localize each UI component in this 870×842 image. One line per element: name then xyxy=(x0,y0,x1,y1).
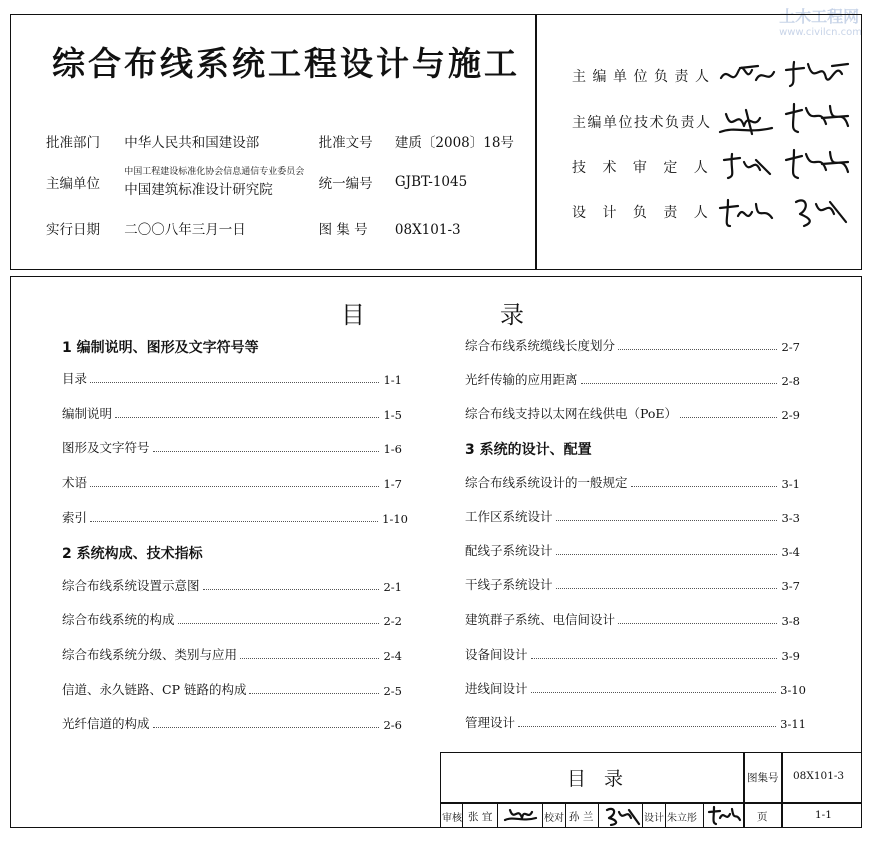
toc-entry-page: 2-7 xyxy=(781,340,800,354)
approval-doc: 建质〔2008〕18号 xyxy=(394,135,514,151)
toc-entry-title: 综合布线系统设置示意图 xyxy=(62,578,200,593)
toc-entry[interactable] xyxy=(465,370,800,388)
review-label: 审核 xyxy=(442,813,462,824)
section-3-heading: 3 系统的设计、配置 xyxy=(465,442,592,458)
toc-entry-title: 信道、永久链路、CP 链路的构成 xyxy=(62,682,247,697)
cell-sep xyxy=(598,803,599,828)
toc-entry[interactable] xyxy=(465,713,806,731)
section-1-heading: 1 编制说明、图形及文字符号等 xyxy=(62,340,259,356)
toc-entry-page: 1-7 xyxy=(383,477,402,491)
toc-entry-title: 图形及文字符号 xyxy=(62,440,150,455)
signature-tech-reviewer-2 xyxy=(782,146,854,184)
toc-entry-title: 编制说明 xyxy=(62,406,113,421)
toc-entry[interactable] xyxy=(62,473,402,491)
toc-entry[interactable] xyxy=(62,508,408,526)
reviewer-name: 张 宜 xyxy=(468,811,493,823)
signature-chief-editor-1 xyxy=(718,60,778,90)
toc-entry-title: 综合布线支持以太网在线供电（PoE） xyxy=(465,406,678,421)
toc-entry[interactable] xyxy=(62,576,402,594)
toc-entry-page: 3-10 xyxy=(780,683,806,697)
watermark-line1: 土木工程网 xyxy=(779,7,860,26)
approval-row xyxy=(46,131,514,151)
toc-entry-page: 3-9 xyxy=(781,649,800,663)
toc-entry[interactable] xyxy=(465,610,800,628)
leader-dots xyxy=(680,417,777,418)
leader-dots xyxy=(631,486,778,487)
leader-dots xyxy=(153,727,380,728)
toc-entry-title: 目录 xyxy=(62,371,88,386)
resp-tech-reviewer: 技 术 审 定 人 xyxy=(572,160,714,176)
signature-design-lead-2 xyxy=(790,192,850,230)
title-block-name: 目 录 xyxy=(567,768,630,790)
toc-entry-page: 2-6 xyxy=(383,718,402,732)
toc-entry-page: 1-10 xyxy=(382,512,408,526)
toc-entry-page: 1-5 xyxy=(383,408,402,422)
leader-dots xyxy=(531,658,778,659)
toc-entry-page: 2-8 xyxy=(781,374,800,388)
toc-entry[interactable] xyxy=(465,473,800,491)
leader-dots xyxy=(115,417,379,418)
toc-entry[interactable] xyxy=(62,680,402,698)
approval-dept-label: 批准部门 xyxy=(46,135,100,151)
toc-entry-title: 设备间设计 xyxy=(465,647,528,662)
leader-dots xyxy=(249,693,379,694)
effective-row xyxy=(46,218,461,238)
cell-sep xyxy=(703,803,704,828)
atlas-label: 图 集 号 xyxy=(318,222,368,238)
check-label: 校对 xyxy=(544,813,564,824)
toc-entry-page: 3-4 xyxy=(781,545,800,559)
resp-chief-editor: 主编单位负责人 xyxy=(572,69,716,85)
signature-chief-tech-1 xyxy=(716,104,776,140)
toc-entry-page: 3-3 xyxy=(781,511,800,525)
toc-entry[interactable] xyxy=(465,336,800,354)
toc-entry-title: 索引 xyxy=(62,510,88,525)
toc-entry-title: 管理设计 xyxy=(465,715,516,730)
leader-dots xyxy=(153,451,380,452)
leader-dots xyxy=(556,554,778,555)
leader-dots xyxy=(531,692,777,693)
designer-name: 朱立彤 xyxy=(667,813,697,824)
toc-entry-page: 3-1 xyxy=(781,477,800,491)
book-title: 综合布线系统工程设计与施工 xyxy=(52,44,520,83)
reviewer-signature xyxy=(502,804,540,826)
toc-entry-title: 术语 xyxy=(62,475,88,490)
toc-entry-title: 综合布线系统的构成 xyxy=(62,612,175,627)
title-block-atlas-label: 图集号 xyxy=(747,772,779,784)
watermark-line2: www.civilcn.com xyxy=(779,27,862,38)
editor-line2: 中国建筑标准设计研究院 xyxy=(124,182,273,198)
leader-dots xyxy=(618,349,777,350)
leader-dots xyxy=(90,521,378,522)
toc-entry-page: 3-8 xyxy=(781,614,800,628)
leader-dots xyxy=(518,726,776,727)
checker-name: 孙 兰 xyxy=(569,811,594,823)
cell-sep xyxy=(642,803,643,828)
atlas-no: 08X101-3 xyxy=(394,222,461,238)
title-block-vline-1 xyxy=(743,752,745,828)
toc-entry-page: 1-6 xyxy=(383,442,402,456)
designer-signature xyxy=(706,804,742,826)
cell-sep xyxy=(462,803,463,828)
leader-dots xyxy=(203,589,380,590)
toc-entry-title: 光纤信道的构成 xyxy=(62,716,150,731)
toc-entry[interactable] xyxy=(62,438,402,456)
toc-entry-page: 1-1 xyxy=(383,373,402,387)
toc-entry-title: 配线子系统设计 xyxy=(465,543,553,558)
toc-entry-title: 光纤传输的应用距离 xyxy=(465,372,578,387)
toc-entry[interactable] xyxy=(465,575,800,593)
toc-entry-title: 进线间设计 xyxy=(465,681,528,696)
toc-entry[interactable] xyxy=(62,610,402,628)
leader-dots xyxy=(556,520,778,521)
leader-dots xyxy=(618,623,777,624)
signature-tech-reviewer-1 xyxy=(720,150,772,180)
toc-heading-right: 录 xyxy=(500,301,524,329)
resp-chief-tech: 主编单位技术负责人 xyxy=(572,115,712,131)
leader-dots xyxy=(178,623,380,624)
header-divider xyxy=(535,14,537,270)
toc-entry[interactable] xyxy=(465,541,800,559)
signature-design-lead-1 xyxy=(716,196,776,230)
toc-entry-page: 3-11 xyxy=(780,717,806,731)
toc-entry-title: 工作区系统设计 xyxy=(465,509,553,524)
signature-chief-editor-2 xyxy=(782,56,852,90)
leader-dots xyxy=(90,382,379,383)
editor-names xyxy=(124,166,314,198)
effective-date: 二〇〇八年三月一日 xyxy=(124,222,246,238)
toc-entry[interactable] xyxy=(62,404,402,422)
toc-entry[interactable] xyxy=(465,507,800,525)
toc-entry-page: 2-9 xyxy=(781,408,800,422)
approval-doc-label: 批准文号 xyxy=(318,135,373,151)
leader-dots xyxy=(581,383,778,384)
design-label: 设计 xyxy=(644,813,664,824)
toc-entry[interactable] xyxy=(465,679,806,697)
signature-chief-tech-2 xyxy=(782,100,854,136)
toc-entry[interactable] xyxy=(62,645,402,663)
unified-no-label: 统一编号 xyxy=(318,176,373,192)
toc-entry[interactable] xyxy=(465,404,800,422)
toc-entry-title: 综合布线系统分级、类别与应用 xyxy=(62,647,238,662)
toc-entry-title: 综合布线系统缆线长度划分 xyxy=(465,338,616,353)
cell-sep xyxy=(665,803,666,828)
effective-label: 实行日期 xyxy=(46,222,100,238)
leader-dots xyxy=(90,486,379,487)
toc-entry-page: 2-4 xyxy=(383,649,402,663)
unified-no: GJBT-1045 xyxy=(394,174,468,190)
section-2-heading: 2 系统构成、技术指标 xyxy=(62,546,203,562)
page-no: 1-1 xyxy=(815,809,832,821)
leader-dots xyxy=(240,658,379,659)
title-block-atlas-no: 08X101-3 xyxy=(793,770,845,782)
toc-entry-page: 2-2 xyxy=(383,614,402,628)
toc-entry-page: 3-7 xyxy=(781,579,800,593)
toc-entry-title: 建筑群子系统、电信间设计 xyxy=(465,612,616,627)
resp-design-lead: 设 计 负 责 人 xyxy=(572,205,714,221)
toc-heading-left: 目 xyxy=(341,301,365,329)
toc-entry-title: 干线子系统设计 xyxy=(465,577,553,592)
leader-dots xyxy=(556,588,778,589)
cell-sep xyxy=(542,803,543,828)
toc-entry[interactable] xyxy=(465,645,800,663)
toc-entry-title: 综合布线系统设计的一般规定 xyxy=(465,475,628,490)
editor-row xyxy=(46,166,467,198)
approval-dept: 中华人民共和国建设部 xyxy=(124,135,260,151)
cell-sep xyxy=(565,803,566,828)
toc-entry-page: 2-5 xyxy=(383,684,402,698)
editor-line1: 中国工程建设标准化协会信息通信专业委员会 xyxy=(124,167,305,177)
toc-entry-page: 2-1 xyxy=(383,580,402,594)
editor-label: 主编单位 xyxy=(46,176,100,192)
title-block-vline-2 xyxy=(781,752,783,828)
page-label: 页 xyxy=(757,811,768,823)
toc-entry[interactable] xyxy=(62,714,402,732)
toc-entry[interactable] xyxy=(62,369,402,387)
checker-signature xyxy=(603,804,641,826)
cell-sep xyxy=(497,803,498,828)
